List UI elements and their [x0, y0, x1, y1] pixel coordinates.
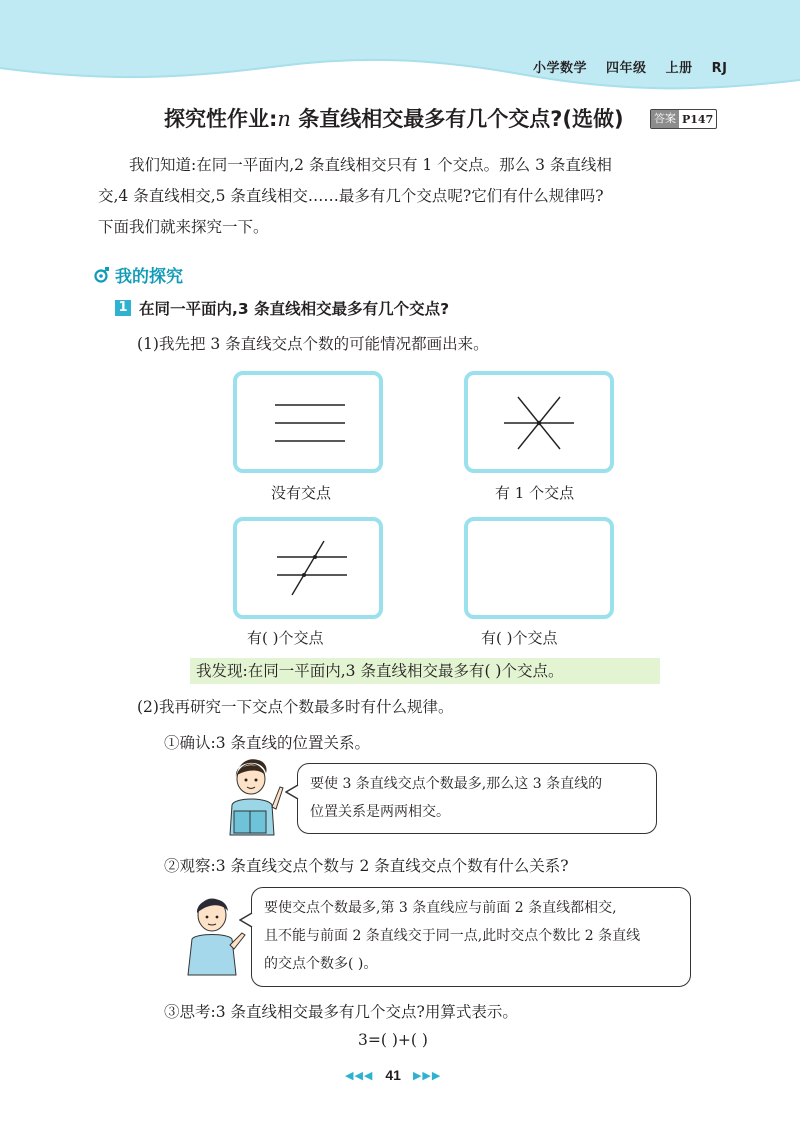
header-wave-banner [0, 0, 800, 92]
drawing-box-empty[interactable] [464, 517, 614, 619]
book-grade: 四年级 [606, 61, 647, 76]
page-footer [345, 1067, 441, 1083]
bubble-2-line-3: 的交点个数多( )。 [264, 956, 378, 972]
step-2-text: ②观察:3 条直线交点个数与 2 条直线交点个数有什么关系? [164, 857, 569, 875]
caption-one-intersection: 有 1 个交点 [495, 484, 575, 502]
question-text: 在同一平面内,3 条直线相交最多有几个交点? [139, 300, 450, 318]
section-heading [93, 262, 183, 287]
title-rest: 条直线相交最多有几个交点?(选做) [290, 107, 624, 131]
step-1-text: ①确认:3 条直线的位置关系。 [164, 734, 371, 752]
speech-bubble-1 [297, 763, 657, 834]
intro-line-3: 下面我们就来探究一下。 [98, 218, 269, 236]
boy-thinking-illustration [182, 893, 252, 977]
step-3-text: ③思考:3 条直线相交最多有几个交点?用算式表示。 [164, 1003, 518, 1021]
intro-line-2: 交,4 条直线相交,5 条直线相交……最多有几个交点呢?它们有什么规律吗? [98, 187, 604, 205]
part-2-text: (2)我再研究一下交点个数最多时有什么规律。 [137, 698, 454, 716]
title-variable: n [277, 107, 291, 131]
bubble-2-line-2: 且不能与前面 2 条直线交于同一点,此时交点个数比 2 条直线 [264, 928, 641, 944]
prev-arrows-icon: ◀◀◀ [345, 1068, 374, 1082]
bubble-1-line-2: 位置关系是两两相交。 [310, 804, 450, 820]
transversal-lines-figure [237, 521, 379, 615]
book-subject: 小学数学 [533, 61, 588, 76]
caption-blank-intersections-2: 有( )个交点 [481, 629, 558, 647]
caption-no-intersection: 没有交点 [271, 484, 332, 502]
question-1 [115, 297, 449, 319]
answer-reference-tag[interactable] [650, 109, 717, 129]
question-number-badge: 1 [115, 300, 131, 316]
caption-blank-intersections-1: 有( )个交点 [247, 629, 324, 647]
explore-icon [93, 266, 111, 284]
next-arrows-icon: ▶▶▶ [412, 1068, 442, 1082]
three-concurrent-lines-figure [468, 375, 610, 469]
drawing-box-one-intersection [464, 371, 614, 473]
bubble-2-line-1: 要使交点个数最多,第 3 条直线应与前面 2 条直线都相交, [264, 900, 617, 916]
book-edition: RJ [711, 61, 728, 76]
section-title: 我的探究 [115, 267, 183, 287]
book-info [533, 57, 742, 76]
bubble-1-pointer [285, 784, 299, 800]
answer-label: 答案 [651, 110, 679, 128]
intro-paragraph [98, 150, 718, 243]
page-title [164, 103, 624, 133]
finding-statement: 我发现:在同一平面内,3 条直线相交最多有( )个交点。 [190, 658, 660, 684]
formula-blank: 3=( )+( ) [358, 1031, 428, 1049]
bubble-2-pointer [239, 912, 253, 928]
answer-page: P147 [682, 112, 714, 126]
page-number: 41 [385, 1067, 401, 1083]
speech-bubble-2 [251, 887, 691, 987]
intro-line-1: 我们知道:在同一平面内,2 条直线相交只有 1 个交点。那么 3 条直线相 [129, 156, 612, 174]
title-prefix: 探究性作业: [164, 107, 278, 131]
drawing-box-no-intersection [233, 371, 383, 473]
bubble-1-line-1: 要使 3 条直线交点个数最多,那么这 3 条直线的 [310, 776, 603, 792]
book-volume: 上册 [665, 61, 693, 76]
drawing-box-two-intersections [233, 517, 383, 619]
parallel-lines-figure [237, 375, 379, 469]
part-1-text: (1)我先把 3 条直线交点个数的可能情况都画出来。 [137, 335, 489, 353]
